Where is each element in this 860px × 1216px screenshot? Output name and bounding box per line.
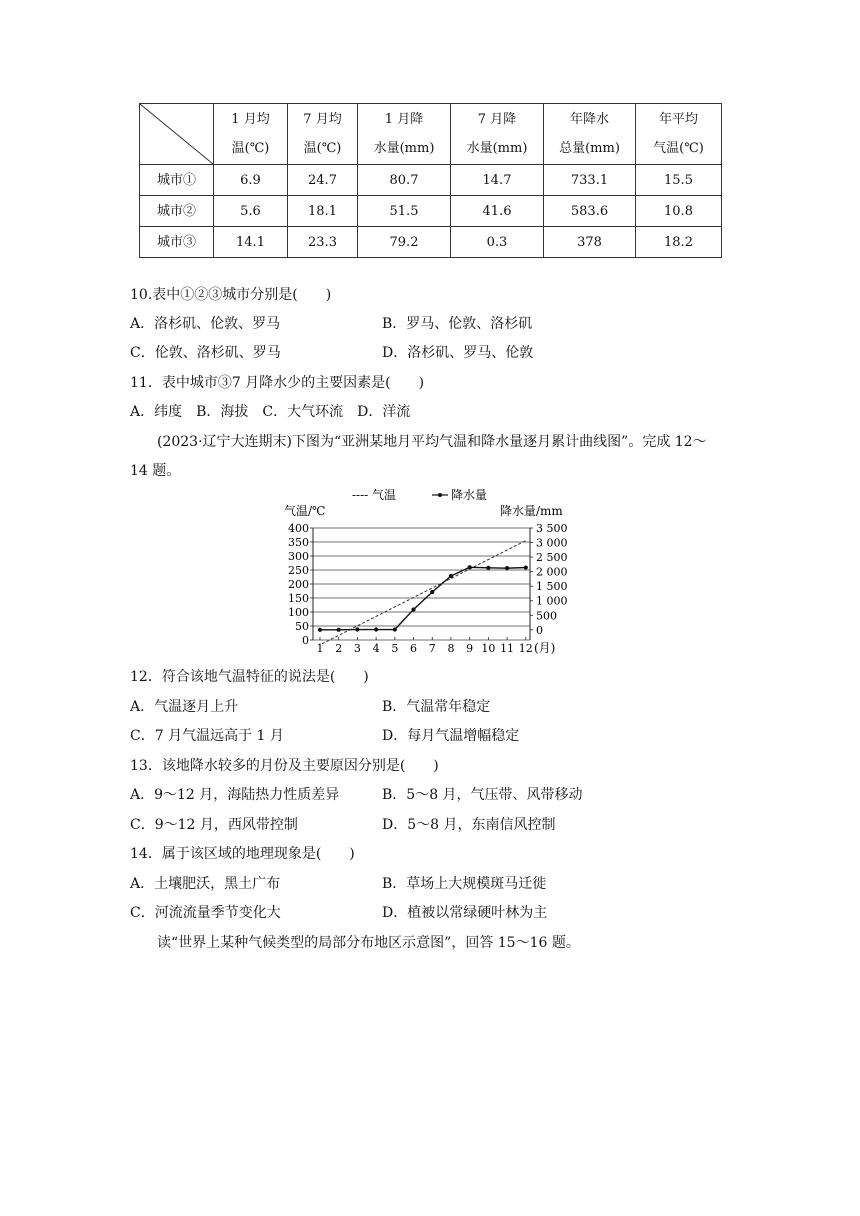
q12-option-a: A．气温逐月上升 <box>130 699 239 715</box>
left-tick-label: 300 <box>288 550 309 563</box>
intro-12-14-line2: 14 题。 <box>130 463 181 479</box>
x-tick-label: 4 <box>372 642 380 655</box>
right-tick-label: 2 500 <box>536 551 568 565</box>
left-tick-label: 200 <box>288 578 309 591</box>
precipitation-point <box>374 627 378 631</box>
precipitation-point <box>393 627 397 631</box>
x-tick-label: 6 <box>410 642 418 655</box>
header-annual-precip: 年降水 总量(mm) <box>544 104 636 165</box>
x-tick-label: 1 <box>316 642 324 655</box>
precipitation-point <box>505 566 509 570</box>
table-header-row <box>140 104 722 165</box>
header-jul-precip: 7 月降 水量(mm) <box>451 104 544 165</box>
left-axis-label: 气温/℃ <box>284 504 326 518</box>
q12-option-c: C．7 月气温远高于 1 月 <box>130 728 284 744</box>
q12-option-d: D．每月气温增幅稳定 <box>382 728 520 744</box>
table-cell: 18.1 <box>288 196 358 227</box>
precipitation-point <box>355 627 359 631</box>
right-tick-label: 0 <box>536 623 543 637</box>
precipitation-point <box>430 590 434 594</box>
q14-option-d: D．植被以常绿硬叶林为主 <box>382 905 548 921</box>
q13-option-a: A．9～12 月，海陆热力性质差异 <box>130 787 340 803</box>
legend-precip-dot <box>438 493 442 497</box>
q13-option-b: B．5～8 月，气压带、风带移动 <box>382 787 583 803</box>
table-cell: 23.3 <box>288 227 358 258</box>
climate-chart <box>282 486 582 658</box>
x-tick-label: 10 <box>481 642 496 655</box>
right-tick-label: 3 500 <box>536 522 568 535</box>
right-tick-label: 1 000 <box>536 594 568 608</box>
city-label: 城市① <box>140 165 214 196</box>
precipitation-point <box>524 565 528 569</box>
table-cell: 5.6 <box>214 196 288 227</box>
table-cell: 10.8 <box>636 196 722 227</box>
right-axis-tick-labels <box>536 522 568 637</box>
table-cell: 79.2 <box>358 227 451 258</box>
precipitation-point <box>337 628 341 632</box>
table-cell: 24.7 <box>288 165 358 196</box>
table-cell: 80.7 <box>358 165 451 196</box>
intro-12-14-line1: (2023·辽宁大连期末)下图为“亚洲某地月平均气温和降水量逐月累计曲线图”。完成 12～ <box>157 434 707 450</box>
table-cell: 14.1 <box>214 227 288 258</box>
header-annual-temp: 年平均 气温(℃) <box>636 104 722 165</box>
x-axis-tick-labels <box>317 642 533 655</box>
q14-option-c: C．河流流量季节变化大 <box>130 905 281 921</box>
x-tick-label: 9 <box>466 642 474 655</box>
header-jan-temp: 1 月均 温(℃) <box>214 104 288 165</box>
table-row <box>140 165 722 196</box>
precipitation-point <box>486 566 490 570</box>
right-tick-label: 1 500 <box>536 580 568 594</box>
right-tick-label: 500 <box>536 609 557 623</box>
q11-stem: 11．表中城市③7 月降水少的主要因素是( ) <box>130 375 425 391</box>
q11-options: A．纬度 B．海拔 C．大气环流 D．洋流 <box>130 404 411 420</box>
q10-option-d: D．洛杉矶、罗马、伦敦 <box>382 345 534 361</box>
right-tick-label: 3 000 <box>536 536 568 550</box>
precipitation-points <box>318 565 528 632</box>
climate-data-table <box>139 103 722 258</box>
header-jul-temp: 7 月均 温(℃) <box>288 104 358 165</box>
q14-option-b: B．草场上大规模斑马迁徙 <box>382 876 547 892</box>
precipitation-point <box>468 565 472 569</box>
legend-temperature: ---- 气温 <box>352 488 397 502</box>
table-cell: 14.7 <box>451 165 544 196</box>
q12-option-b: B．气温常年稳定 <box>382 699 491 715</box>
q10-option-a: A．洛杉矶、伦敦、罗马 <box>130 316 281 332</box>
chart-grid <box>313 528 530 640</box>
right-tick-label: 2 000 <box>536 565 568 579</box>
precipitation-point <box>411 607 415 611</box>
x-axis-unit: (月) <box>534 641 556 655</box>
table-cell: 583.6 <box>544 196 636 227</box>
table-row <box>140 227 722 258</box>
city-label: 城市③ <box>140 227 214 258</box>
q10-option-b: B．罗马、伦敦、洛杉矶 <box>382 316 533 332</box>
q13-option-d: D．5～8 月，东南信风控制 <box>382 817 556 833</box>
x-tick-label: 2 <box>335 642 343 655</box>
table-cell: 0.3 <box>451 227 544 258</box>
q10-stem: 10.表中①②③城市分别是( ) <box>130 287 332 303</box>
q10-option-c: C．伦敦、洛杉矶、罗马 <box>130 345 281 361</box>
diagonal-header-cell <box>140 104 214 165</box>
left-tick-label: 100 <box>288 606 309 619</box>
q13-option-c: C．9～12 月，西风带控制 <box>130 817 298 833</box>
city-label: 城市② <box>140 196 214 227</box>
left-tick-label: 350 <box>288 536 309 549</box>
x-tick-label: 7 <box>428 642 436 655</box>
table-cell: 733.1 <box>544 165 636 196</box>
x-tick-label: 11 <box>500 642 515 655</box>
precipitation-point <box>449 574 453 578</box>
left-tick-label: 400 <box>288 522 309 535</box>
table-cell: 51.5 <box>358 196 451 227</box>
table-cell: 378 <box>544 227 636 258</box>
left-axis-tick-labels <box>288 522 309 647</box>
right-axis-label: 降水量/mm <box>500 504 563 518</box>
x-tick-label: 12 <box>518 642 533 655</box>
table-cell: 41.6 <box>451 196 544 227</box>
x-tick-label: 5 <box>391 642 399 655</box>
q14-stem: 14．属于该区域的地理现象是( ) <box>130 846 355 862</box>
table-cell: 15.5 <box>636 165 722 196</box>
q14-option-a: A．土壤肥沃，黑土广布 <box>130 876 281 892</box>
header-jan-precip: 1 月降 水量(mm) <box>358 104 451 165</box>
left-tick-label: 250 <box>288 564 309 577</box>
table-row <box>140 196 722 227</box>
precipitation-series-line <box>320 567 526 630</box>
left-tick-label: 0 <box>302 634 309 647</box>
left-tick-label: 150 <box>288 592 309 605</box>
q12-stem: 12．符合该地气温特征的说法是( ) <box>130 669 369 685</box>
x-tick-label: 8 <box>447 642 455 655</box>
legend-precipitation: 降水量 <box>451 488 488 502</box>
table-cell: 6.9 <box>214 165 288 196</box>
left-tick-label: 50 <box>295 620 309 633</box>
table-cell: 18.2 <box>636 227 722 258</box>
q13-stem: 13．该地降水较多的月份及主要原因分别是( ) <box>130 758 439 774</box>
x-tick-label: 3 <box>353 642 361 655</box>
precipitation-point <box>318 628 322 632</box>
intro-15-16: 读“世界上某种气候类型的局部分布地区示意图”，回答 15～16 题。 <box>157 935 580 951</box>
